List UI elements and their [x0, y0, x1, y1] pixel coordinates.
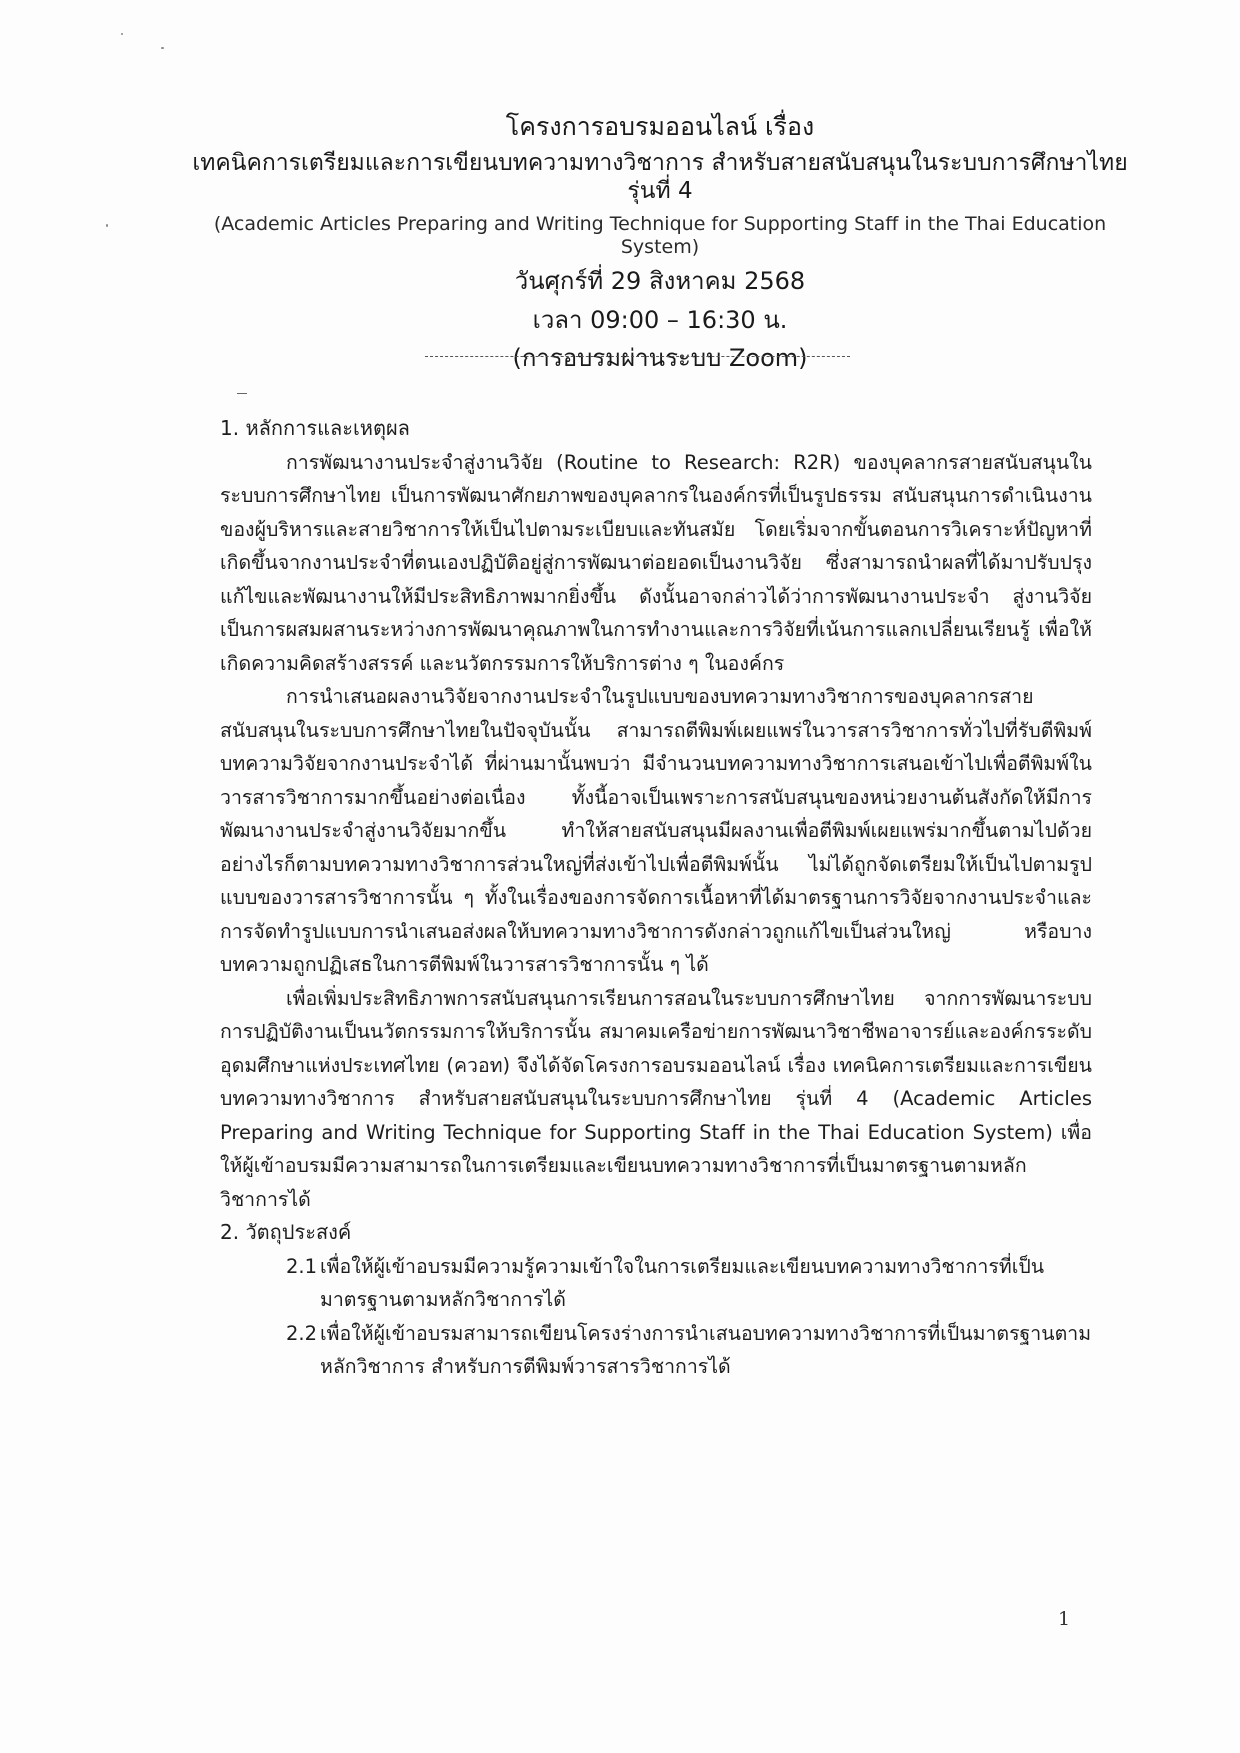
section-1-paragraph: เพื่อเพิ่มประสิทธิภาพการสนับสนุนการเรียนการสอนในระบบการศึกษาไทย จากการพัฒนาระบบการปฏิบัติงานเป็นนวัตกรรมการให้บริการนั้น สมาคมเครือข่ายการพัฒนาวิชาชีพอาจารย์และองค์กรระดับอุดมศึกษาแห่งประเทศไทย (ควอท) จึงได้จัดโครงการอบรมออนไลน์ เรื่อง เทคนิคการเตรียมและการเขียนบทความทางวิชาการ สำหรับสายสนับสนุนในระบบการศึกษาไทย รุ่นที่ 4 (Academic Articles Preparing and Writing Technique for Supporting Staff in the Thai Education System) เพื่อให้ผู้เข้าอบรมมีความสามารถในการเตรียมและเขียนบทความทางวิชาการที่เป็นมาตรฐานตามหลักวิชาการได้	[220, 986, 1092, 1211]
project-title-thai: เทคนิคการเตรียมและการเขียนบทความทางวิชาการ สำหรับสายสนับสนุนในระบบการศึกษาไทย รุ่นที่ 4	[192, 150, 1128, 204]
stray-mark	[237, 393, 247, 394]
scan-speck	[161, 47, 164, 49]
project-label: โครงการอบรมออนไลน์ เรื่อง	[505, 112, 815, 141]
event-mode: (การอบรมผ่านระบบ Zoom)	[512, 344, 808, 373]
section-2-title: 2. วัตถุประสงค์	[220, 1220, 352, 1244]
objective-item	[286, 1317, 1092, 1384]
section-1-title: 1. หลักการและเหตุผล	[220, 416, 410, 440]
document-header	[190, 112, 1130, 373]
objective-text: เพื่อให้ผู้เข้าอบรมมีความรู้ความเข้าใจในการเตรียมและเขียนบทความทางวิชาการที่เป็นมาตรฐานตามหลักวิชาการได้	[320, 1254, 1045, 1311]
scan-speck	[121, 33, 123, 35]
objective-text: เพื่อให้ผู้เข้าอบรมสามารถเขียนโครงร่างการนำเสนอบทความทางวิชาการที่เป็นมาตรฐานตามหลักวิชาการ สำหรับการตีพิมพ์วารสารวิชาการได้	[320, 1321, 1092, 1378]
event-time: เวลา 09:00 – 16:30 น.	[532, 305, 788, 334]
section-1-paragraph: การนำเสนอผลงานวิจัยจากงานประจำในรูปแบบของบทความทางวิชาการของบุคลากรสายสนับสนุนในระบบการศึกษาไทยในปัจจุบันนั้น สามารถตีพิมพ์เผยแพร่ในวารสารวิชาการทั่วไปที่รับตีพิมพ์บทความวิจัยจากงานประจำได้ ที่ผ่านมานั้นพบว่า มีจำนวนบทความทางวิชาการเสนอเข้าไปเพื่อตีพิมพ์ในวารสารวิชาการมากขึ้นอย่างต่อเนื่อง ทั้งนี้อาจเป็นเพราะการสนับสนุนของหน่วยงานต้นสังกัดให้มีการพัฒนางานประจำสู่งานวิจัยมากขึ้น ทำให้สายสนับสนุนมีผลงานเพื่อตีพิมพ์เผยแพร่มากขึ้นตามไปด้วย อย่างไรก็ตามบทความทางวิชาการส่วนใหญ่ที่ส่งเข้าไปเพื่อตีพิมพ์นั้น ไม่ได้ถูกจัดเตรียมให้เป็นไปตามรูปแบบของวารสารวิชาการนั้น ๆ ทั้งในเรื่องของการจัดการเนื้อหาที่ได้มาตรฐานการวิจัยจากงานประจำและการจัดทำรูปแบบการนำเสนอส่งผลให้บทความทางวิชาการดังกล่าวถูกแก้ไขเป็นส่วนใหญ่ หรือบางบทความถูกปฏิเสธในการตีพิมพ์ในวารสารวิชาการนั้น ๆ ได้	[220, 685, 1092, 976]
objective-item	[286, 1250, 1092, 1317]
objective-number: 2.1	[286, 1254, 318, 1278]
header-divider	[425, 356, 850, 357]
event-date: วันศุกร์ที่ 29 สิงหาคม 2568	[514, 266, 806, 295]
page-number: 1	[1058, 1608, 1071, 1630]
objective-number: 2.2	[286, 1321, 318, 1345]
project-title-english: (Academic Articles Preparing and Writing Technique for Supporting Staff in the Thai Education System)	[213, 213, 1107, 258]
scan-speck	[106, 224, 108, 227]
section-1-paragraph: การพัฒนางานประจำสู่งานวิจัย (Routine to Research: R2R) ของบุคลากรสายสนับสนุนในระบบการศึกษาไทย เป็นการพัฒนาศักยภาพของบุคลากรในองค์กรที่เป็นรูปธรรม สนับสนุนการดำเนินงานของผู้บริหารและสายวิชาการให้เป็นไปตามระเบียบและทันสมัย โดยเริ่มจากขั้นตอนการวิเคราะห์ปัญหาที่เกิดขึ้นจากงานประจำที่ตนเองปฏิบัติอยู่สู่การพัฒนาต่อยอดเป็นงานวิจัย ซึ่งสามารถนำผลที่ได้มาปรับปรุง แก้ไขและพัฒนางานให้มีประสิทธิภาพมากยิ่งขึ้น ดังนั้นอาจกล่าวได้ว่าการพัฒนางานประจำ สู่งานวิจัยเป็นการผสมผสานระหว่างการพัฒนาคุณภาพในการทำงานและการวิจัยที่เน้นการแลกเปลี่ยนเรียนรู้ เพื่อให้เกิดความคิดสร้างสรรค์ และนวัตกรรมการให้บริการต่าง ๆ ในองค์กร	[220, 450, 1092, 675]
document-body	[220, 412, 1092, 1384]
